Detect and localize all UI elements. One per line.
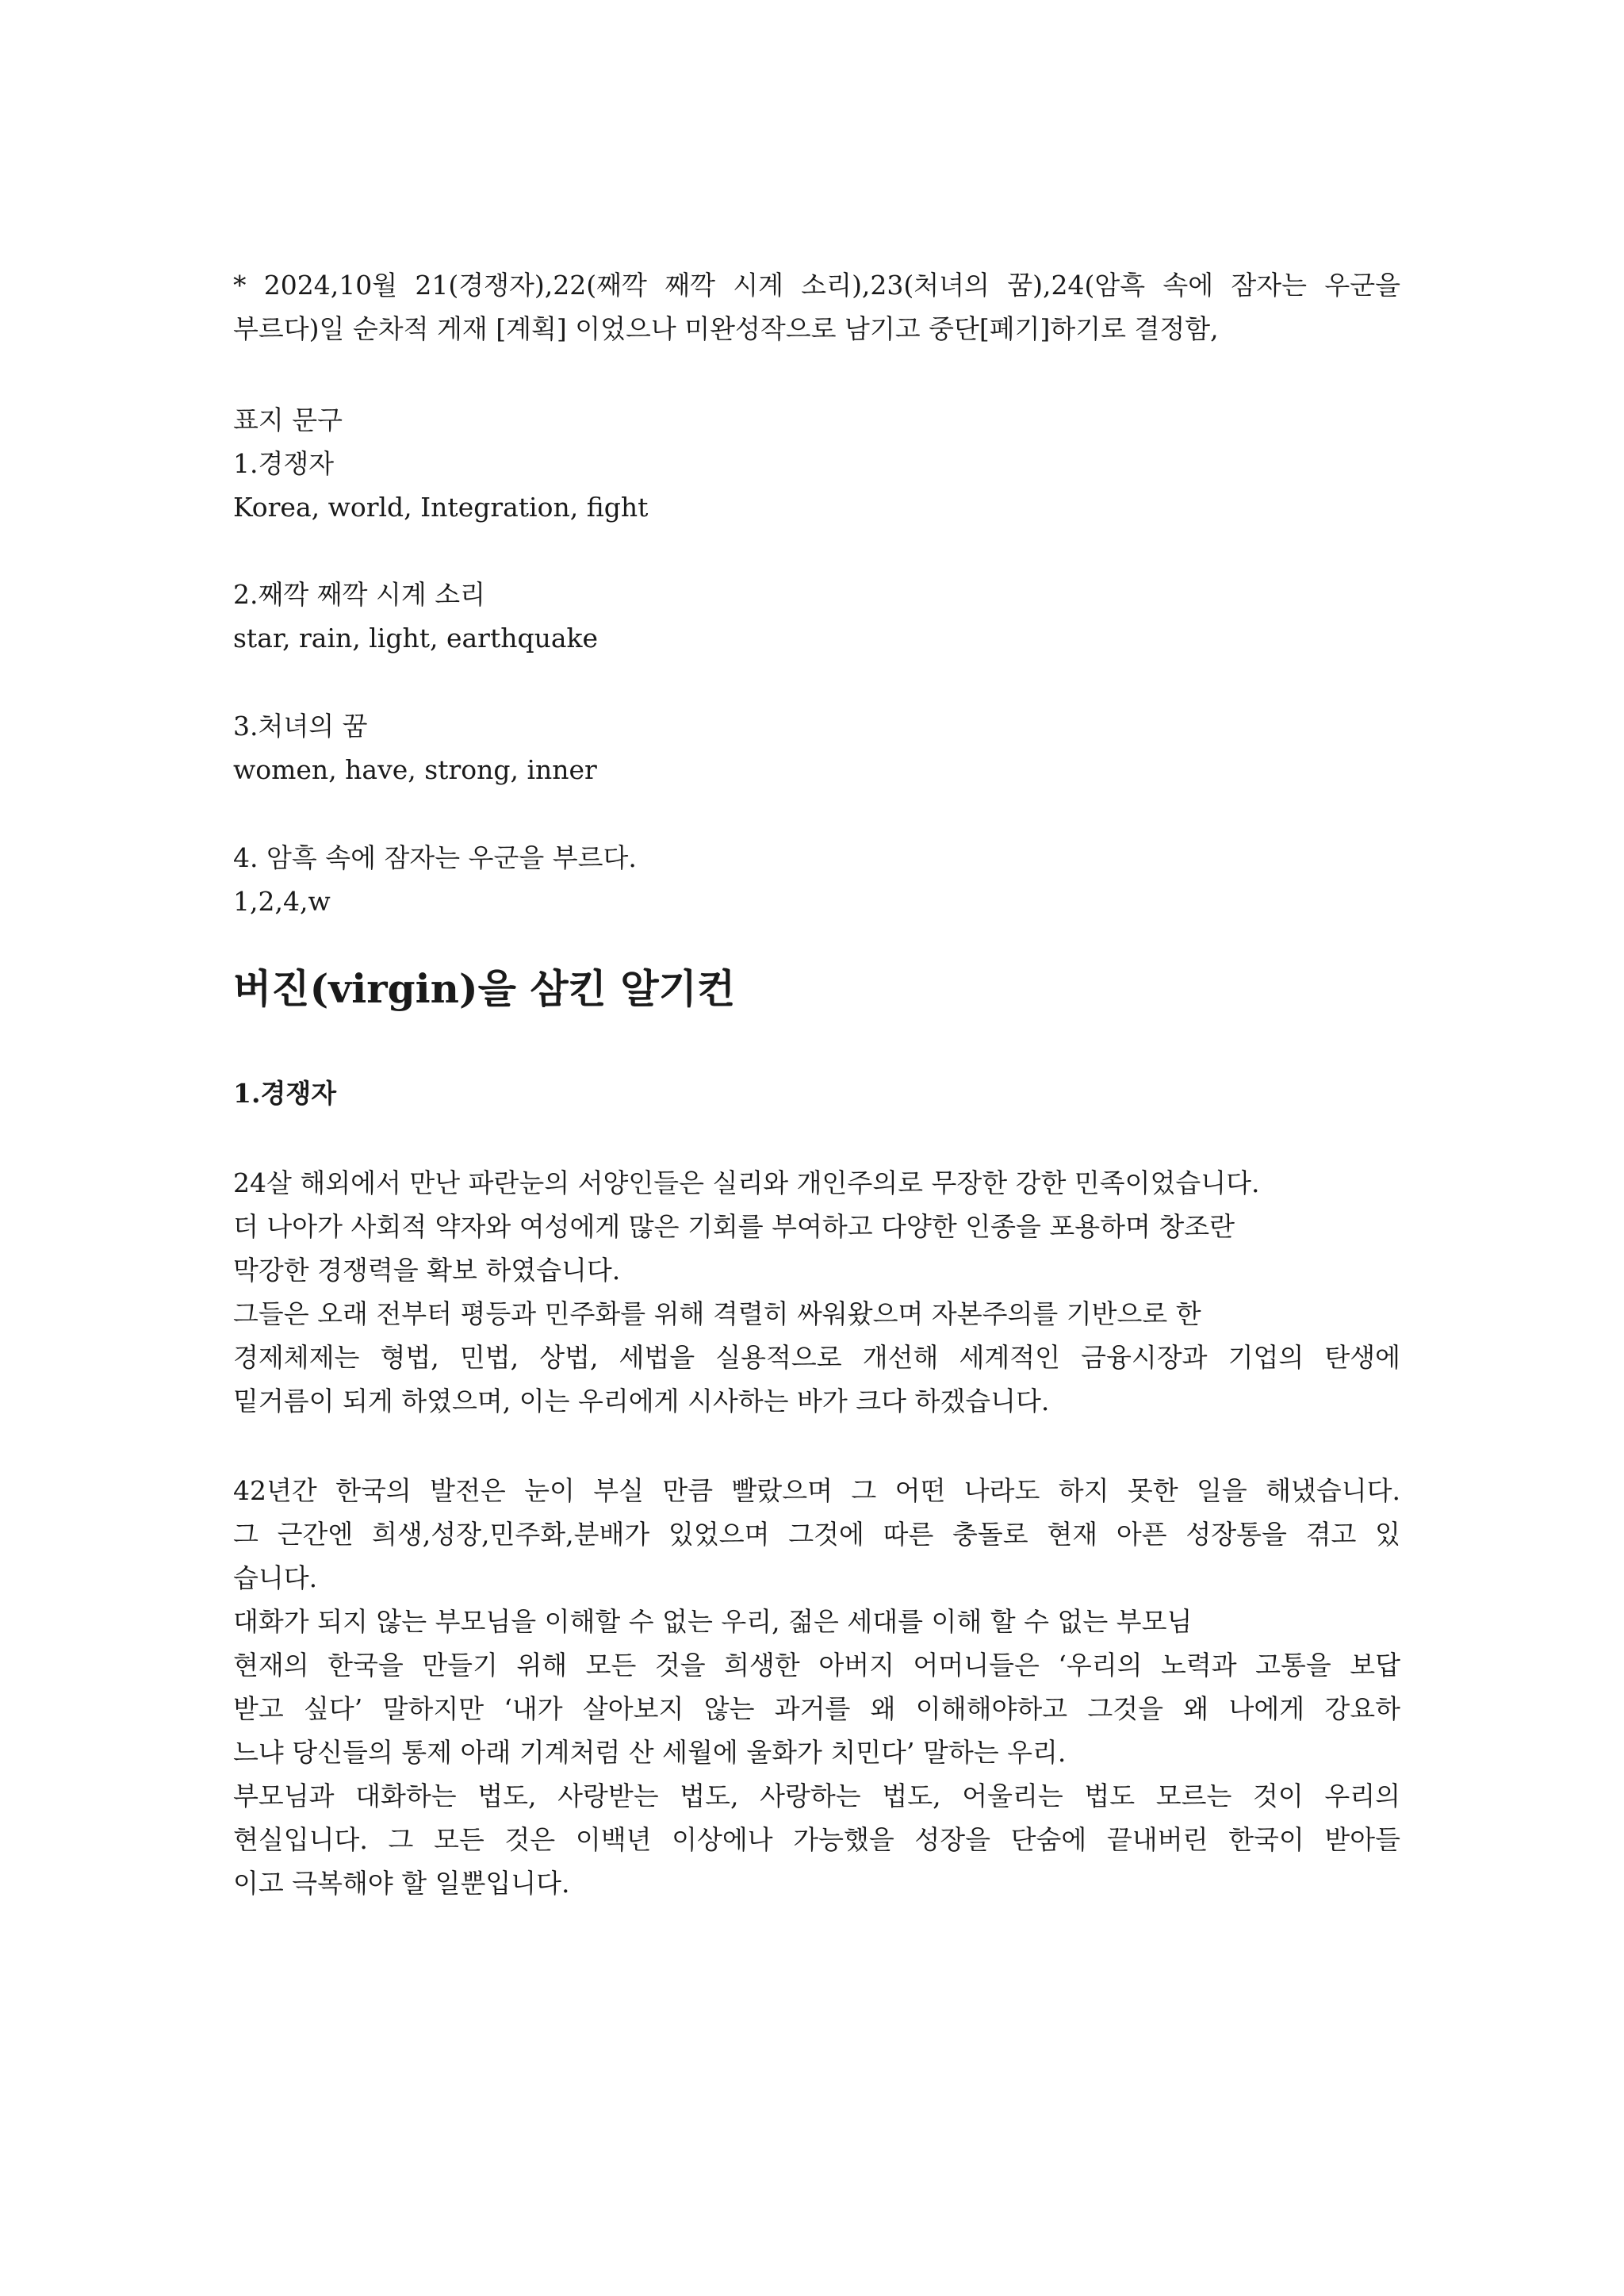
paragraph-line: 현실입니다. 그 모든 것은 이백년 이상에나 가능했을 성장을 단숨에 끝내버린 한국이 받아들 — [233, 1824, 1400, 1855]
paragraph-line: 더 나아가 사회적 약자와 여성에게 많은 기회를 부여하고 다양한 인종을 포용하며 창조란 — [233, 1211, 1235, 1242]
cover-item — [233, 704, 1400, 792]
section-heading: 1.경쟁자 — [233, 1078, 337, 1109]
cover-item — [233, 836, 1400, 923]
cover-item-words: star, rain, light, earthquake — [233, 623, 599, 654]
notice-line: * 2024,10월 21(경쟁자),22(째깍 째깍 시계 소리),23(처녀의 꿈),24(암흑 속에 잠자는 우군을 — [233, 270, 1400, 301]
cover-item-title: 3.처녀의 꿈 — [233, 711, 368, 742]
paragraph-line: 이고 극복해야 할 일뿐입니다. — [233, 1868, 570, 1899]
cover-item-title: 2.째깍 째깍 시계 소리 — [233, 579, 485, 610]
paragraph-line: 막강한 경쟁력을 확보 하였습니다. — [233, 1255, 621, 1286]
cover-item-title: 4. 암흑 속에 잠자는 우군을 부르다. — [233, 842, 637, 873]
paragraph-line: 경제체제는 형법, 민법, 상법, 세법을 실용적으로 개선해 세계적인 금융시장과 기업의 탄생에 — [233, 1342, 1400, 1373]
cover-item-words: women, have, strong, inner — [233, 754, 597, 785]
notice-paragraph — [233, 263, 1400, 351]
paragraph-line: 그들은 오래 전부터 평등과 민주화를 위해 격렬히 싸워왔으며 자본주의를 기반으로 한 — [233, 1298, 1201, 1329]
body-paragraph — [233, 1161, 1400, 1423]
cover-item — [233, 573, 1400, 660]
paragraph-line: 42년간 한국의 발전은 눈이 부실 만큼 빨랐으며 그 어떤 나라도 하지 못한 일을 해냈습니다. — [233, 1475, 1400, 1506]
paragraph-line: 밑거름이 되게 하였으며, 이는 우리에게 시사하는 바가 크다 하겠습니다. — [233, 1386, 1050, 1416]
cover-words-heading: 표지 문구 — [233, 404, 343, 435]
paragraph-line: 그 근간엔 희생,성장,민주화,분배가 있었으며 그것에 따른 충돌로 현재 아픈 성장통을 겪고 있 — [233, 1519, 1400, 1550]
cover-item-words: 1,2,4,w — [233, 886, 331, 917]
paragraph-line: 24살 해외에서 만난 파란눈의 서양인들은 실리와 개인주의로 무장한 강한 민족이었습니다. — [233, 1167, 1260, 1198]
paragraph-line: 받고 싶다’ 말하지만 ‘내가 살아보지 않는 과거를 왜 이해해야하고 그것을 왜 나에게 강요하 — [233, 1693, 1400, 1724]
paragraph-line: 대화가 되지 않는 부모님을 이해할 수 없는 우리, 젊은 세대를 이해 할 수 없는 부모님 — [233, 1606, 1193, 1637]
paragraph-line: 습니다. — [233, 1562, 318, 1593]
cover-item-title: 1.경쟁자 — [233, 448, 335, 479]
body-paragraph — [233, 1469, 1400, 1905]
main-title: 버진(virgin)을 삼킨 알기컨 — [233, 965, 736, 1012]
cover-item-words: Korea, world, Integration, fight — [233, 492, 649, 523]
paragraph-line: 부모님과 대화하는 법도, 사랑받는 법도, 사랑하는 법도, 어울리는 법도 모르는 것이 우리의 — [233, 1780, 1400, 1811]
notice-line: 부르다)일 순차적 게재 [계획] 이었으나 미완성작으로 남기고 중단[폐기]하기로 결정함, — [233, 313, 1219, 344]
cover-words-section — [233, 398, 1400, 529]
paragraph-line: 현재의 한국을 만들기 위해 모든 것을 희생한 아버지 어머니들은 ‘우리의 노력과 고통을 보답 — [233, 1650, 1400, 1681]
paragraph-line: 느냐 당신들의 통제 아래 기계처럼 산 세월에 울화가 치민다’ 말하는 우리. — [233, 1737, 1067, 1768]
